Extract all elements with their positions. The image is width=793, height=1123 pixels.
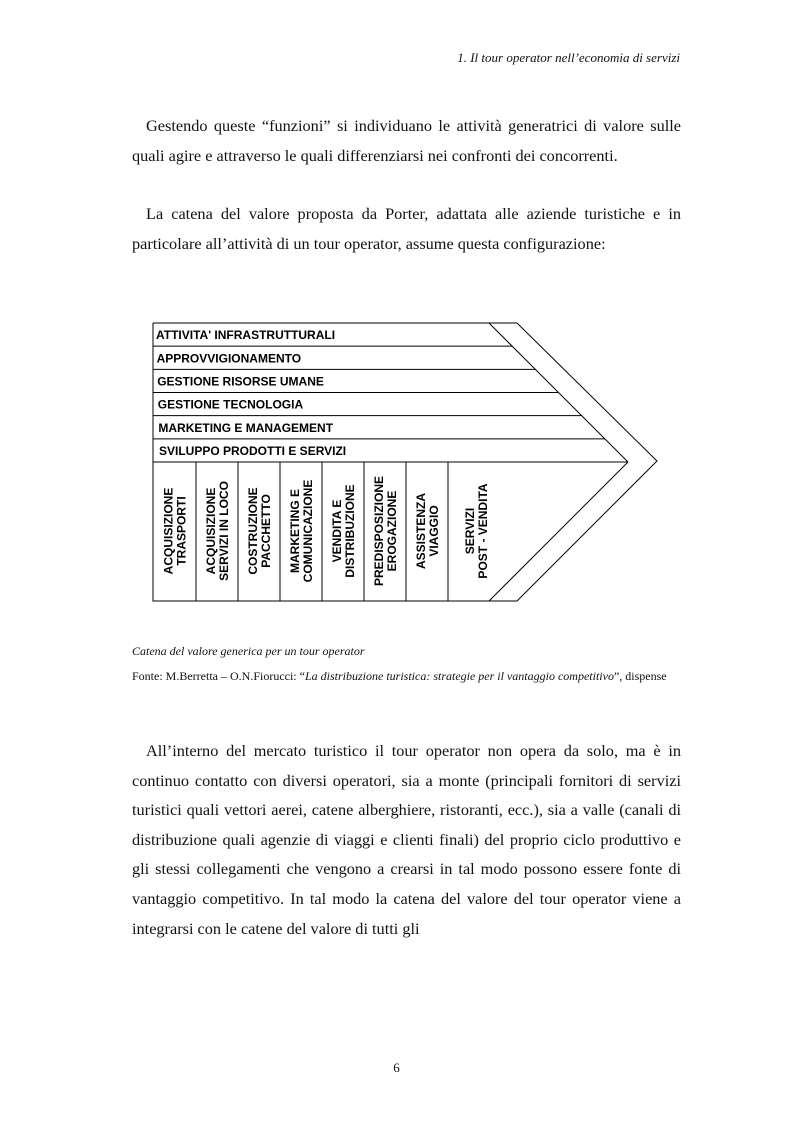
figure-caption: Catena del valore generica per un tour operator	[132, 644, 365, 658]
primary-activity-label-line: COSTRUZIONE	[246, 487, 260, 575]
primary-activity-label	[162, 488, 189, 575]
primary-activity-label-line: POST - VENDITA	[476, 483, 490, 579]
primary-activity-label-line: SERVIZI IN LOCO	[217, 481, 231, 581]
paragraph-1: Gestendo queste “funzioni” si individuano le attività generatrici di valore sulle quali agire e attraverso le quali differenziarsi nei confronti dei concorrenti.	[132, 116, 681, 165]
paragraph-2: La catena del valore proposta da Porter, adattata alle aziende turistiche e in particolare all’attività di un tour operator, assume questa configurazione:	[132, 204, 681, 253]
primary-activity-label-line: VENDITA E	[330, 499, 344, 563]
primary-activity-label-line: TRASPORTI	[174, 496, 189, 566]
primary-activity-label-line: ASSISTENZA	[414, 492, 428, 570]
paragraph-3: All’interno del mercato turistico il tour operator non opera da solo, ma è in continuo contatto con diversi operatori, sia a monte (principali fornitori di servizi turistici quali vettori aerei, catene alberghiere, ristoranti, ecc.), sia a valle (canali di distribuzione quali agenzie di viaggi e clienti finali) del proprio ciclo produttivo e gli stessi collegamenti che vengono a crearsi in tal modo possono essere fonte di vantaggio competitivo. In tal modo la catena del valore del tour operator viene a integrarsi con le catene del valore di tutti gli	[132, 741, 681, 938]
primary-activity-label-line: MARKETING E	[288, 489, 302, 573]
primary-activity-label-line: ACQUISIZIONE	[204, 487, 218, 575]
primary-activity-label-line: PACCHETTO	[259, 494, 273, 568]
primary-activity-label	[204, 481, 231, 581]
primary-activity-label	[414, 493, 441, 569]
primary-activity-label-line: VIAGGIO	[427, 505, 441, 557]
running-header: 1. Il tour operator nell’economia di servizi	[457, 50, 680, 65]
support-activity-label: ATTIVITA' INFRASTRUTTURALI	[156, 328, 336, 343]
support-activity-label: GESTIONE RISORSE UMANE	[157, 374, 324, 389]
primary-activity-label-line: EROGAZIONE	[385, 490, 399, 572]
primary-activity-label-line: DISTRIBUZIONE	[343, 484, 357, 578]
source-prefix: Fonte: M.Berretta – O.N.Fiorucci: “	[132, 669, 305, 683]
primary-activity-label	[372, 476, 399, 586]
primary-activity-label	[246, 487, 273, 574]
primary-activity-label-line: COMUNICAZIONE	[301, 479, 315, 583]
primary-activity-label	[288, 480, 315, 583]
support-activity-label: MARKETING E MANAGEMENT	[158, 420, 334, 435]
page-number: 6	[393, 1060, 400, 1075]
primary-activity-label-line: SERVIZI	[463, 507, 477, 555]
support-activity-label: APPROVVIGIONAMENTO	[156, 351, 302, 366]
source-title: La distribuzione turistica: strategie per il vantaggio competitivo	[304, 669, 614, 683]
source-suffix: ”, dispense	[613, 669, 667, 683]
primary-activity-label-line: PREDISPOSIZIONE	[372, 475, 386, 587]
support-activity-label: SVILUPPO PRODOTTI E SERVIZI	[159, 443, 347, 458]
primary-activity-label-line: ACQUISIZIONE	[161, 487, 176, 575]
figure-source	[132, 666, 692, 687]
support-activity-label: GESTIONE TECNOLOGIA	[157, 397, 304, 412]
primary-activity-label	[330, 484, 357, 577]
inner-lower-diagonal	[489, 462, 628, 601]
primary-activity-label	[463, 483, 490, 578]
